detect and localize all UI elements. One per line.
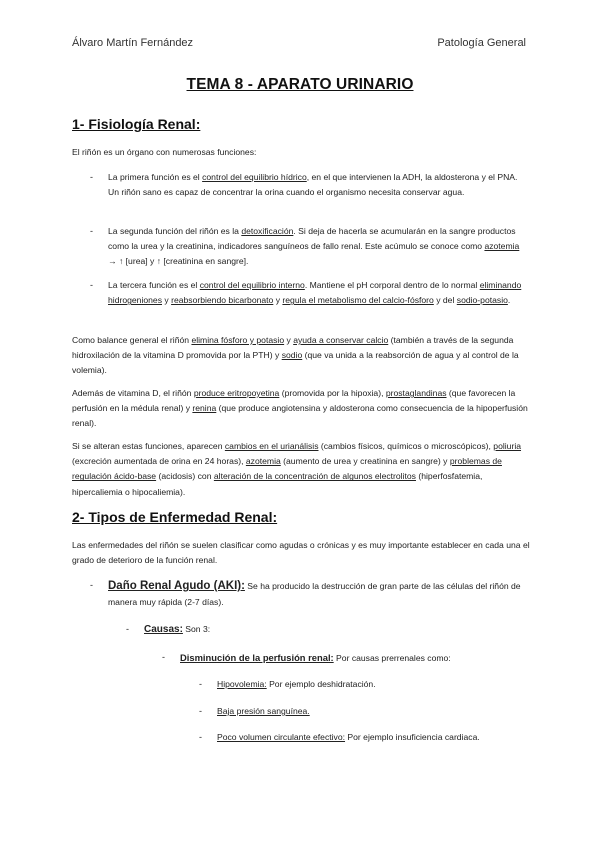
causas-label: Causas: <box>144 624 183 635</box>
perfusion-label: Disminución de la perfusión renal: <box>180 652 334 663</box>
underlined-term: elimina fósforo y potasio <box>191 335 285 345</box>
item-label: Poco volumen circulante efectivo: <box>217 732 346 742</box>
list-item-function-1: La primera función es el control del equilibrio hídrico, en el que intervienen la ADH, la aldosterona y el PNA. Un riñón sano es capaz de concentrar la orina cuando el organismo necesita conservar agua. <box>108 172 518 198</box>
underlined-term: poliuria <box>493 441 522 451</box>
list-item-hipovolemia: Hipovolemia: Por ejemplo deshidratación. <box>217 679 376 689</box>
list-item-function-2: La segunda función del riñón es la detoxificación. Si deja de hacerla se acumularán en la sangre productos como la urea y la creatinina, indicadores sanguíneos de fallo renal. Este acúmulo se conoce como azotemia → ↑ [urea] y ↑ [creatinina en sangre]. <box>108 226 520 267</box>
underlined-term: sodio-potasio <box>456 295 508 306</box>
item-label: Hipovolemia: <box>217 679 267 689</box>
paragraph-balance: Como balance general el riñón elimina fósforo y potasio y ayuda a conservar calcio (también a través de la segunda hidroxilación de la vitamina D promovida por la PTH) y sodio (que va unida a la reabsorción de agua y al control de la volemia). <box>72 335 519 376</box>
underlined-term: produce eritropoyetina <box>193 388 280 398</box>
bullet-dash: - <box>199 706 202 716</box>
bullet-dash: - <box>90 280 93 290</box>
underlined-term: regula el metabolismo del calcio-fósforo <box>282 295 434 306</box>
bullet-dash: - <box>126 624 129 634</box>
list-item-causas: Causas: Son 3: <box>144 624 211 635</box>
underlined-term: alteración de la concentración de algunos electrolitos <box>213 471 416 482</box>
list-item-aki: Daño Renal Agudo (AKI): Se ha producido la destrucción de gran parte de las células del riñón de manera muy rápida (2-7 días). <box>108 580 521 607</box>
bullet-dash: - <box>199 679 202 689</box>
section1-intro: El riñón es un órgano con numerosas funciones: <box>72 147 257 157</box>
bullet-dash: - <box>90 226 93 236</box>
page-title: TEMA 8 - APARATO URINARIO <box>186 76 414 93</box>
bullet-dash: - <box>90 172 93 182</box>
bullet-dash: - <box>199 732 202 742</box>
paragraph-alterations: Si se alteran estas funciones, aparecen cambios en el urianálisis (cambios físicos, químicos o microscópicos), poliuria (excreción aumentada de orina en 24 horas), azotemia (aumento de urea y creatinina en sangre) y problemas de regulación ácido-base (acidosis) con alteración de la concentración de algunos electrolitos (hiperfosfatemia, hipercaliemia o hipocaliemia). <box>72 441 522 497</box>
bullet-dash: - <box>90 580 93 590</box>
list-item-volumen: Poco volumen circulante efectivo: Por ejemplo insuficiencia cardiaca. <box>217 732 480 742</box>
underlined-term: ayuda a conservar calcio <box>293 335 389 345</box>
underlined-term: renina <box>192 403 217 414</box>
underlined-term: prostaglandinas <box>385 388 447 398</box>
list-item-function-3: La tercera función es el control del equilibrio interno. Mantiene el pH corporal dentro de lo normal eliminando hidrogeniones y reabsorbiendo bicarbonato y regula el metabolismo del calcio-fósforo y del sodio-potasio. <box>108 280 522 306</box>
paragraph-hormones: Además de vitamina D, el riñón produce eritropoyetina (promovida por la hipoxia), prostaglandinas (que favorecen la perfusión en la médula renal) y renina (que produce angiotensina y aldosterona como consecuencia de la hipoperfusión renal). <box>72 388 528 429</box>
header-author: Álvaro Martín Fernández <box>72 37 194 49</box>
list-item-perfusion: Disminución de la perfusión renal: Por causas prerrenales como: <box>180 652 451 663</box>
underlined-term: problemas de regulación ácido-base <box>72 456 502 482</box>
section1-heading: 1- Fisiología Renal: <box>72 116 201 132</box>
underlined-term: eliminando hidrogeniones <box>108 280 522 306</box>
underlined-term: detoxificación <box>241 226 294 236</box>
section2-intro: Las enfermedades del riñón se suelen clasificar como agudas o crónicas y es muy importante establecer en cada una el grado de deterioro de la función renal. <box>72 540 530 566</box>
list-item-baja-presion <box>217 704 527 719</box>
section2-heading: 2- Tipos de Enfermedad Renal: <box>72 509 278 525</box>
underlined-term: azotemia <box>245 456 281 467</box>
underlined-term: azotemia <box>484 241 520 252</box>
underlined-term: sodio <box>281 350 303 361</box>
underlined-term: cambios en el urianálisis <box>224 441 319 451</box>
header-subject: Patología General <box>437 37 526 49</box>
underlined-term: control del equilibrio hídrico <box>202 172 307 182</box>
aki-label: Daño Renal Agudo (AKI): <box>108 580 245 592</box>
underlined-term: reabsorbiendo bicarbonato <box>171 295 274 306</box>
underlined-term: control del equilibrio interno <box>199 280 305 290</box>
bullet-dash: - <box>162 652 165 662</box>
item-label: Baja presión sanguínea. <box>217 706 310 716</box>
